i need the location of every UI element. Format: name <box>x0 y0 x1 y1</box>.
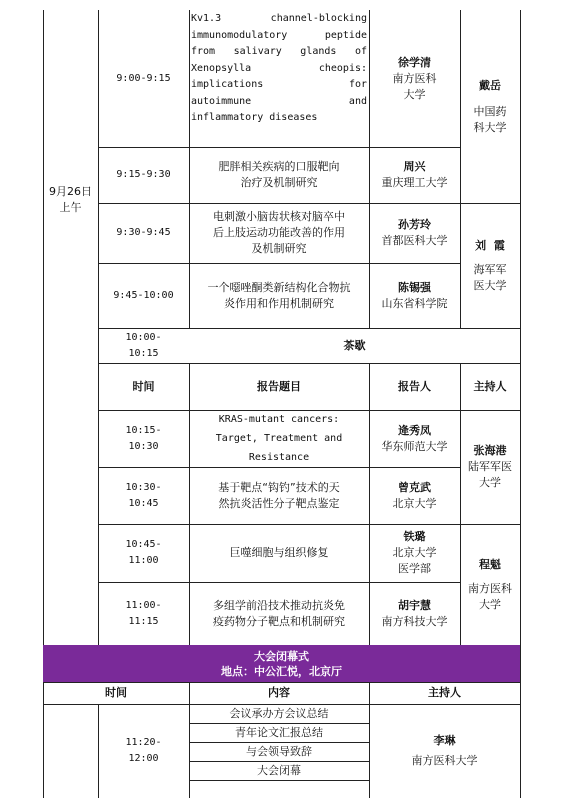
speaker-cell <box>369 147 460 203</box>
speaker-affiliation: 南方科技大学 <box>381 614 448 628</box>
chair-cell <box>460 10 520 203</box>
day-date: 9月26日 <box>49 185 92 198</box>
chair-cell <box>460 524 520 645</box>
speaker-name: 周兴 <box>403 160 426 173</box>
time-cell: 10:15- 10:30 <box>125 424 162 452</box>
closing-chair-affiliation: 南方医科大学 <box>411 754 478 767</box>
speaker-name: 曾克武 <box>398 480 431 494</box>
chair-affiliation: 医大学 <box>473 278 507 292</box>
talk-title: KRAS-mutant cancers: Target, Treatment and Resistance <box>215 414 343 463</box>
chair-name: 张海港 <box>473 444 507 457</box>
speaker-cell <box>369 410 460 467</box>
speaker-affiliation: 首都医科大学 <box>381 234 448 247</box>
closing-header-time: 时间 <box>105 686 127 699</box>
header-chair: 主持人 <box>473 379 507 393</box>
chair-affiliation: 大学 <box>479 476 501 489</box>
speaker-affiliation: 华东师范大学 <box>381 439 448 453</box>
time-cell: 9:15-9:30 <box>116 169 171 180</box>
closing-banner <box>43 645 520 682</box>
closing-title: 大会闭幕式 <box>254 649 309 663</box>
speaker-name: 铁璐 <box>403 530 426 543</box>
chair-affiliation: 大学 <box>479 597 501 611</box>
speaker-cell <box>369 467 460 524</box>
closing-item: 大会闭幕 <box>257 763 301 777</box>
closing-item: 青年论文汇报总结 <box>235 725 323 739</box>
talk-title: 基于靶点“钩钓”技术的天 然抗炎活性分子靶点鉴定 <box>218 480 340 510</box>
chair-name: 刘 霞 <box>475 238 505 252</box>
break-time: 10:00- 10:15 <box>125 331 162 359</box>
closing-item: 与会领导致辞 <box>246 744 312 758</box>
break-label: 茶歇 <box>343 338 366 352</box>
speaker-cell <box>369 524 460 582</box>
speaker-affiliation: 北京大学 <box>392 546 437 559</box>
speaker-affiliation: 重庆理工大学 <box>381 176 448 189</box>
speaker-affiliation: 南方医科 <box>392 71 437 85</box>
day-period: 上午 <box>59 201 82 214</box>
chair-cell <box>460 410 520 524</box>
time-cell: 9:45-10:00 <box>113 289 174 301</box>
header-title: 报告题目 <box>257 379 301 393</box>
speaker-affiliation: 医学部 <box>398 562 431 575</box>
chair-affiliation: 南方医科 <box>468 581 512 595</box>
chair-affiliation: 中国药 <box>473 104 507 118</box>
day-label <box>43 150 98 250</box>
closing-header-chair: 主持人 <box>428 686 461 699</box>
closing-time: 11:20- 12:00 <box>125 737 162 764</box>
chair-affiliation: 科大学 <box>473 120 507 134</box>
talk-title: 一个噁唑酮类新结构化合物抗 炎作用和作用机制研究 <box>207 280 351 310</box>
header-speaker: 报告人 <box>398 379 431 393</box>
chair-cell <box>460 203 520 328</box>
time-cell: 9:30-9:45 <box>116 227 171 238</box>
speaker-name: 孙芳玲 <box>398 218 431 231</box>
speaker-cell <box>369 263 460 328</box>
chair-affiliation: 陆军军医 <box>468 460 512 473</box>
time-cell: 11:00- 11:15 <box>125 599 162 627</box>
talk-title: 多组学前沿技术推动抗炎免 疫药物分子靶点和机制研究 <box>213 598 345 628</box>
speaker-name: 陈锡强 <box>398 280 431 294</box>
closing-chair-name: 李琳 <box>433 734 456 747</box>
closing-location: 地点：中公汇悦，北京厅 <box>221 664 342 678</box>
time-cell: 9:00-9:15 <box>116 72 171 84</box>
speaker-cell <box>369 203 460 263</box>
time-cell: 10:30- 10:45 <box>125 481 162 509</box>
closing-header-content: 内容 <box>268 686 290 699</box>
header-time: 时间 <box>132 379 155 393</box>
speaker-affiliation: 北京大学 <box>392 496 437 510</box>
time-cell: 10:45- 11:00 <box>125 539 162 566</box>
chair-affiliation: 海军军 <box>473 262 507 276</box>
closing-chair-cell <box>369 704 520 798</box>
speaker-affiliation: 山东省科学院 <box>381 296 448 310</box>
talk-title: 巨噬细胞与组织修复 <box>229 546 329 559</box>
chair-name: 程魁 <box>479 557 501 571</box>
speaker-cell <box>369 10 460 147</box>
speaker-name: 逄秀凤 <box>398 423 431 437</box>
speaker-name: 胡宇慧 <box>398 598 431 612</box>
speaker-name: 徐学清 <box>398 55 431 69</box>
talk-title: Kv1.3 channel-blocking immunomodulatory peptide from salivary glands of Xenopsylla cheopis: implications for autoimmune and inflammatory diseases <box>191 13 367 123</box>
speaker-cell <box>369 582 460 645</box>
talk-title: 肥胖相关疾病的口服靶向 治疗及机制研究 <box>218 160 340 189</box>
chair-name: 戴岳 <box>479 78 501 92</box>
speaker-affiliation: 大学 <box>403 87 426 101</box>
closing-item: 会议承办方会议总结 <box>229 706 329 720</box>
talk-title: 电刺激小脑齿状核对脑卒中 后上肢运动功能改善的作用 及机制研究 <box>213 210 345 255</box>
